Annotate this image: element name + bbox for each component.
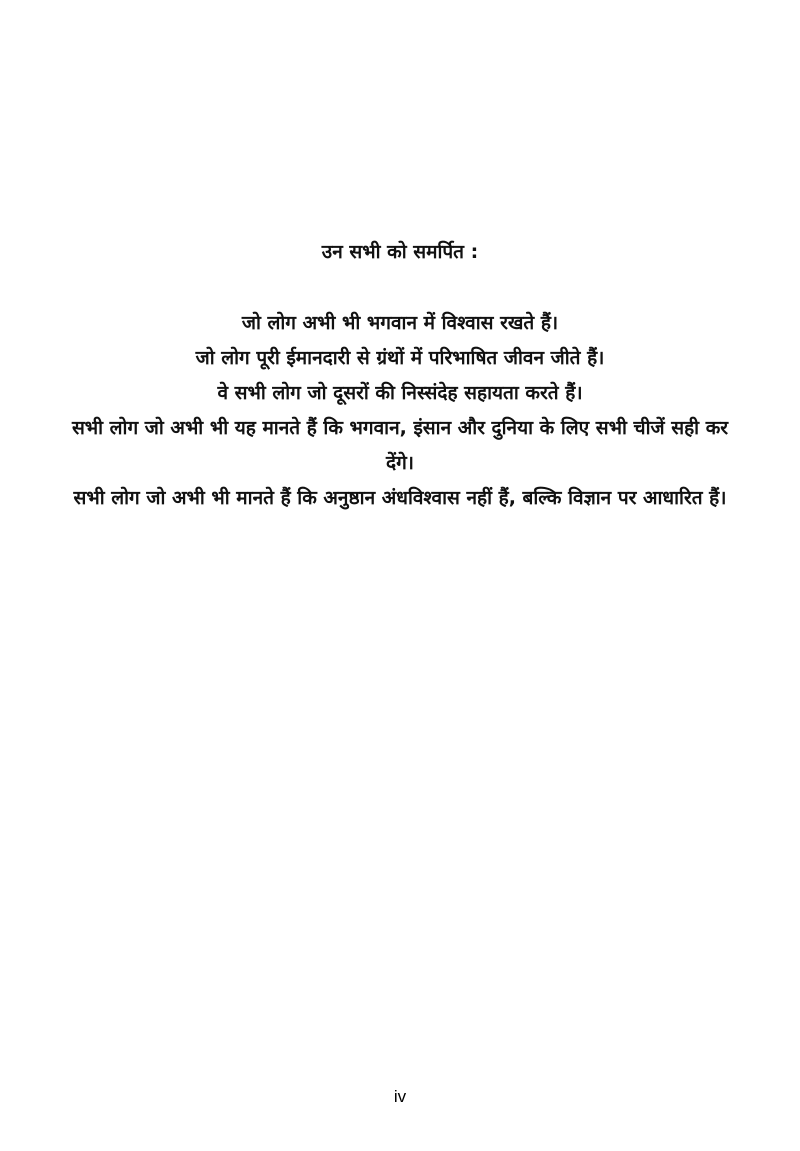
dedication-line: सभी लोग जो अभी भी मानते हैं कि अनुष्ठान अंधविश्वास नहीं हैं, बल्कि विज्ञान पर आधारित हैं। <box>73 487 727 509</box>
dedication-line: वे सभी लोग जो दूसरों की निस्संदेह सहायता करते हैं। <box>217 382 583 404</box>
dedication-line: जो लोग पूरी ईमानदारी से ग्रंथों में परिभाषित जीवन जीते हैं। <box>195 347 605 369</box>
dedication-line: जो लोग अभी भी भगवान में विश्वास रखते हैं। <box>241 312 559 334</box>
page-number: iv <box>393 1087 407 1106</box>
dedication-line: सभी लोग जो अभी भी यह मानते हैं कि भगवान, इंसान और दुनिया के लिए सभी चीजें सही कर देंगे। <box>71 417 729 474</box>
dedication-heading: उन सभी को समर्पित : <box>321 241 479 263</box>
dedication-lines <box>55 306 745 516</box>
dedication-block <box>55 236 745 516</box>
